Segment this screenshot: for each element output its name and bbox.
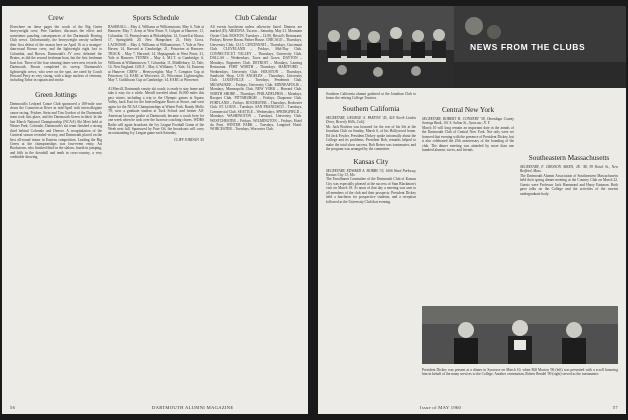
kansas-city-heading: Kansas City	[353, 157, 389, 166]
club-dinner-photo-image	[318, 6, 454, 88]
kansas-city-body: The Enrollment Committee of the Dartmouth Club of Kansas City was especially pleased at the success of Stan Blackmon's visit on March 18. At noon of that day a meeting was sent to all members of the club and their prospects. President Dickey held a luncheon for prospective students, and a reception followed at the University Club that evening.	[326, 177, 416, 204]
green-jottings-heading: Green Jottings	[35, 90, 77, 99]
news-from-the-clubs-banner: NEWS FROM THE CLUBS	[470, 42, 586, 52]
southeastern-massachusetts-heading: Southeastern Massachusetts	[528, 154, 610, 162]
magazine-footer: DARTMOUTH ALUMNI MAGAZINE	[152, 405, 234, 410]
right-column-3	[520, 92, 618, 332]
southeastern-massachusetts-secretary: SECRETARY, F. CRESSON AIKEN, JR. '48, 99 Rotch St., New Bedford, Mass.	[520, 165, 618, 174]
club-calendar-body: All events luncheons unless otherwise listed. Dinners are marked (D). ARIZONA, Tucson – Saturday, May 21, Mountain Oyster Club. BOSTON, Tuesdays – 12:00, Bristol's Restaurant; Fridays, Revere Room, Parker House. CHICAGO – Thursdays, University Club, 12:15. CINCINNATI – Thursdays, Cincinnati Club. CLEVELAND – Fridays, Mid-Day Club. CONNECTICUT VALLEY – Thursdays, University Club. DALLAS – Wednesdays, Town and Gown. DAYTON – Mondays, Engineers Club. DETROIT – Mondays, Lansing Restaurant. FORT WORTH – Thursdays. HARTFORD – Wednesdays, University Club. HOUSTON – Thursdays, Sandwich Shop. LOS ANGELES – Thursdays, University Club. LOUISVILLE – Tuesdays, Pendennis Club. MILWAUKEE – Fridays, University Club. MINNEAPOLIS – Mondays, Minneapolis Club. NEW YORK – Harvard Club. NORTH SHORE – Thursdays. PHILADELPHIA – Mondays, Racquet Club. PITTSBURGH – Fridays, Duquesne Club. PORTLAND – Fridays. ROCHESTER – Thursdays, Rochester Club. ST. LOUIS – Tuesdays. SAN FRANCISCO – Tuesdays, Commercial Club. SEATTLE – Wednesdays. SPRINGFIELD – Mondays. WASHINGTON – Tuesdays, University Club. WESTCHESTER – Fridays. WILMINGTON – Fridays, Hotel du Pont. WINTER PARK – Tuesdays, Langford Hotel. WORCESTER – Tuesdays, Worcester Club.	[210, 25, 302, 132]
crew-column	[10, 14, 102, 402]
author-signature: CLIFF JORDAN '45	[173, 137, 204, 142]
page-number-right: 57	[612, 405, 618, 410]
southern-california-heading: Southern California	[342, 104, 400, 113]
bottom-photo-caption: President Dickey was present at a dinner in Syracuse on March 10, when Bill Morton '06 (left) was presented with a scroll honoring him in behalf of the many services to the College. Another centenarian, Robert Bendel '09 (right) served as the toastmaster.	[422, 368, 618, 377]
syracuse-dinner-photo-image	[422, 306, 618, 364]
central-new-york-secretary: SECRETARY, ROBERT H. CONNERY '38, Onondaga County Savings Bank, 101 S. Salina St., Syracuse, N. Y.	[422, 117, 514, 126]
central-new-york-heading: Central New York	[441, 106, 495, 114]
right-column-1	[326, 92, 416, 398]
syracuse-dinner-photo	[422, 306, 618, 364]
sports-heading: Sports Schedule	[132, 14, 180, 22]
crew-body: Elsewhere on these pages the coach of the Big Green heavyweight crew, Pete Gardner, discusses the effect and sometimes puzzling consequences of the Dartmouth Rowing Club crews. Unfortunately, the heavyweight varsity suffered their first defeat of the season here on April 16 at a stronger-than-usual Brown crew, and the lightweight eight lost to Columbia, and Brown. Dartmouth's JV crew defeated the Bruins, as did the second freshman boat, but the first freshman boat lost. Three of the four winning times were new records for Dartmouth. Brown completed its sweep. Dartmouth's lightweight crews, who were on the spot, are rated by Coach Howard Perry as very strong, with a large nucleus of veterans, including Tabor in captain and stroke.	[10, 25, 102, 83]
right-column-2	[422, 92, 514, 332]
calendar-column	[210, 14, 302, 402]
crew-heading: Crew	[48, 14, 64, 22]
sports-schedule-body: BASEBALL – May 4, Williams at Williamstown; May 6, Yale at Hanover; May 7, Army at West Point; 9, Colgate at Hanover; 11, Columbia; 13, Pennsylvania at Philadelphia; 14, Cornell at Ithaca; 17, Springfield; 20, New Hampshire; 21, Holy Cross. LACROSSE – May 4, Williams at Williamstown; 7, Yale at New Haven; 14, Harvard at Cambridge; 21, Princeton at Hanover. TRACK – May 7, Harvard; 14, Heptagonals at West Point; 21, Yale at Hanover. TENNIS – May 4, M.I.T. at Cambridge; 6, Williams at Williamstown; 7, Columbia; 11, Middlebury; 12, Yale; 14, New England. GOLF – May 4, Williams; 7, Yale; 14, Easterns at Hanover. CREW – Heavyweights: May 7, Compton Cup at Princeton; 14, EARC at Worcester; 21, Wisconsin. Lightweights: May 7, Goldthwait Cup at Cambridge; 14, EARC at Worcester.	[108, 25, 204, 83]
top-photo-caption: Southern California alumni gathered at the Jonathan Club to honor the retiring College Trustees.	[326, 92, 416, 101]
green-jottings-body: Dartmouth's Ledyard Canoe Club sponsored a 108-mile race down the Connecticut River in mid-April with intercollegiate canoe racing. Frisbee, Stein and Tim Gordon of the Dartmouth team took first place, and the Dartmouth Green in third. In the late March National Championship (NCAA) Ski Meet held at Winter Park, Colorado, Dartmouth's ski team finished a strong third behind Colorado and Denver. A recapitulation of the Carnival season revealed victory, and Dartmouth placed on the best all-round teams in Eastern competition. Leading the Big Green at the championships was four-event entry, Art Bookstrom, who finished third in the slalom, fourth in jumping, and fifth in the downhill and tenth in cross-country, a very creditable showing.	[10, 101, 102, 160]
southern-california-body: Mr. Jack Brodeur was honored for the rest of his life at the Jonathan Club on Sunday, March 6, of his Hollywood home. Ed Jack Fowler, President Dickey spoke informally about the College and its problems. President Bob, remarks helped to make the total show success. Bob Reiser was toastmaster, and the program was arranged by the committee.	[326, 124, 416, 152]
page-number-left: 56	[10, 405, 16, 410]
right-page	[318, 6, 626, 414]
kansas-city-secretary: SECRETARY, EDWARD A. HOBBS '33, 1606 Ward Parkway, Kansas City 13, Mo.	[326, 168, 416, 177]
central-new-york-body: March 10 will long remain an important date in the annals of the Dartmouth Club of Central New York. Not only were we honored that evening with the presence of President Dickey, but it also celebrated the 25th anniversary of the founding of the club. The dinner meeting was attended by more than one hundred alumni, wives, and friends.	[422, 125, 514, 153]
club-dinner-photo	[318, 6, 454, 88]
southern-california-secretary: SECRETARY, GEORGE A. PARTON '45, 418 North Linden Drive, Beverly Hills, Calif.	[326, 115, 416, 125]
issue-footer: Issue of MAY 1960	[420, 405, 462, 410]
southeastern-massachusetts-body: The Dartmouth Alumni Association of Southeastern Massachusetts held their spring dinner meeting at the Country Club on March 22. Guests were Professor Jack Hammond and Harry Eastman. Both gave talks on the College and the activities of the current undergraduate body.	[520, 173, 618, 196]
sports-notes-body: Al Merrill, Dartmouth varsity ski coach, is ready to stay home and take it easy for a while. Merrill traveled about 16,000 miles this past winter, including a trip to the Olympic games at Squaw Valley, back East for the Intercollegiate Races at Stowe, and west again for the NCAA Championships at Winter Park. Randy Mollo '59, now a graduate student at Tuck School and former All-American lacrosse goalie at Dartmouth, became a coach here for one week when he took over the lacrosse coaching chores. WDBS Radio will again broadcast the Ivy League Football Game of the Week next fall. Sponsored by Pure Oil, the broadcasts will carry an outstanding Ivy League game each Saturday.	[108, 86, 204, 136]
left-page	[2, 6, 308, 414]
sports-column	[108, 14, 204, 402]
club-calendar-heading: Club Calendar	[235, 14, 277, 22]
